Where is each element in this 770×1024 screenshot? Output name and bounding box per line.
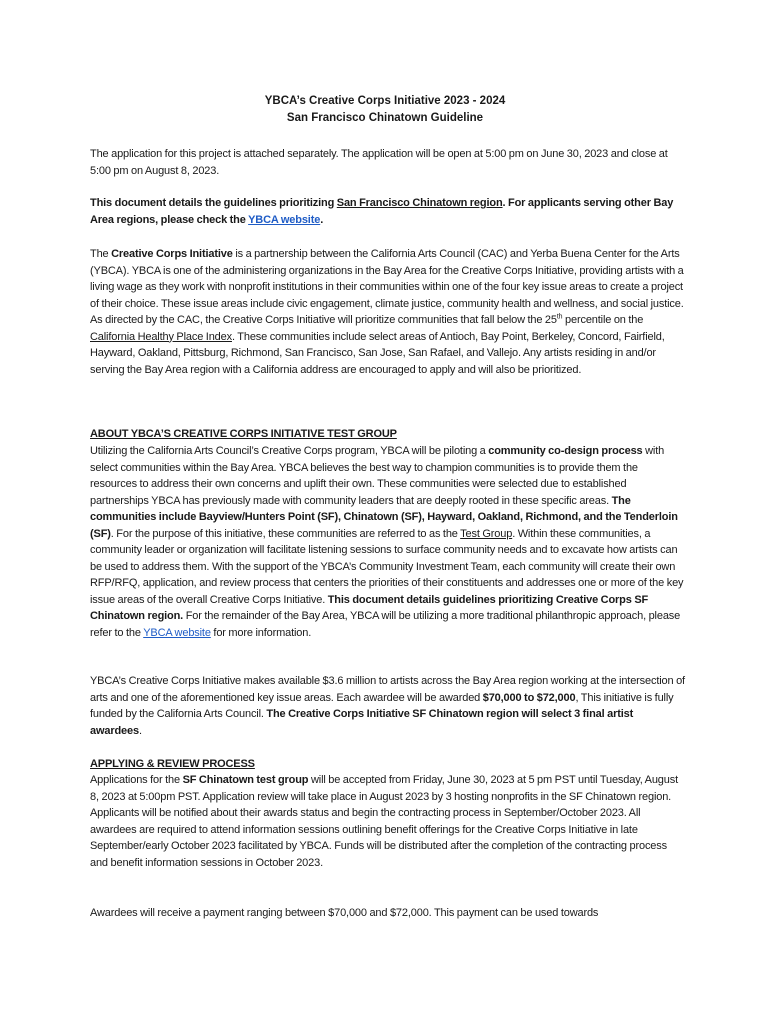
process-paragraph xyxy=(90,772,686,871)
overview-text: The xyxy=(90,248,112,260)
overview-text: is a partnership between the California Arts Council (CAC) and Yerba Buena Center for the Arts (YBCA). YBCA is one of the administering organizations in the Bay Area for the Creative Corps Initiative, providing artists with a living wage as they work with nonprofit institutions in their communities within one of the four key issue areas to create a project of their choice. These issue areas include civic engagement, climate justice, community health and wellness, and social justice. As directed by the CAC, the Creative Corps Initiative will prioritize communities that fall below the 25 xyxy=(90,248,684,326)
funding-paragraph xyxy=(90,673,686,739)
document-subtitle: San Francisco Chinatown Guideline xyxy=(286,112,484,124)
chinatown-region-link[interactable]: San Francisco Chinatown region xyxy=(336,197,503,209)
process-text: Applications for the xyxy=(90,774,183,786)
application-note: The application for this project is attached separately. The application will be open at 5:00 pm on June 30, 2023 and close at 5:00 pm on August 8, 2023. xyxy=(90,148,668,177)
overview-text: percentile on the xyxy=(562,314,644,326)
focus-text-b: . For applicants serving other Bay Area regions, please check the xyxy=(90,197,674,226)
process-heading: APPLYING & REVIEW PROCESS xyxy=(90,758,255,770)
test-group-text: Utilizing the California Arts Council’s Creative Corps program, YBCA will be piloting a xyxy=(90,445,489,457)
chinatown-guideline-note: This document details guidelines prioritizing Creative Corps SF Chinatown region. xyxy=(90,593,649,622)
test-group-text: . Within these communities, a community leader or organization will facilitate listening sessions to surface community needs and to excavate how artists can be used to address them. With the support of the YBCA’s Community Investment Team, each community will create their own RFP/RFQ, application, and review process that centers the priorities of their constituents and addresses one or more of the key issue areas of the overall Creative Corps Initiative. xyxy=(90,527,684,606)
payment-paragraph: Awardees will receive a payment ranging between $70,000 and $72,000. This payment can be used towards xyxy=(90,907,599,919)
funding-text: YBCA’s Creative Corps Initiative makes available $3.6 million to artists across the Bay Area region working at the intersection of arts and one of the aforementioned key issue areas. Each awardee will be awarded xyxy=(90,675,685,704)
healthy-place-index-link[interactable]: California Healthy Place Index xyxy=(90,330,232,343)
ybca-website-link[interactable]: YBCA website xyxy=(248,213,321,226)
focus-text-a: This document details the guidelines prioritizing xyxy=(90,197,337,209)
test-group-term: Test Group xyxy=(460,527,513,540)
focus-text-c: . xyxy=(320,213,324,226)
process-text: will be accepted from Friday, June 30, 2023 at 5 pm PST until Tuesday, August 8, 2023 at 5:00pm PST. Application review will take place in August 2023 by 3 hosting nonprofits in the SF Chinatown region. Applicants will be notified about their awards status and begin the contracting process in September/October 2023. All awardees are required to attend information sessions outlining benefit offerings for the Creative Corps Initiative in late September/early October 2023 facilitated by YBCA. Funds will be distributed after the completion of the contracting process and benefit information sessions in October 2023. xyxy=(90,774,678,869)
test-group-paragraph xyxy=(90,443,686,641)
awardee-count-note: The Creative Corps Initiative SF Chinatown region will select 3 final artist awardees xyxy=(90,708,634,737)
award-range: $70,000 to $72,000 xyxy=(482,691,576,704)
test-group-heading: ABOUT YBCA’S CREATIVE CORPS INITIATIVE TEST GROUP xyxy=(90,428,397,440)
co-design-process-label: community co-design process xyxy=(488,445,643,457)
sf-chinatown-test-group-label: SF Chinatown test group xyxy=(182,774,309,786)
test-group-text: for more information. xyxy=(210,626,312,639)
ordinal-suffix: th xyxy=(556,313,563,321)
creative-corps-initiative-label: Creative Corps Initiative xyxy=(111,248,233,260)
focus-paragraph xyxy=(90,195,686,228)
test-group-text: . For the purpose of this initiative, these communities are referred to as the xyxy=(110,527,461,540)
document-title: YBCA’s Creative Corps Initiative 2023 - 2024 xyxy=(264,95,506,107)
overview-text: . These communities include select areas of Antioch, Bay Point, Berkeley, Concord, Fairfield, Hayward, Oakland, Pittsburg, Richmond, San Francisco, San Jose, San Rafael, and Vallejo. Any artists residing in and/or serving the Bay Area region with a California address are encouraged to apply and will also be prioritized. xyxy=(90,330,665,376)
test-group-text: with select communities within the Bay Area. YBCA believes the best way to champion communities is to provide them the resources to address their own concerns and uplift their own. These communities were selected due to established partnerships YBCA has previously made with community leaders that are deeply rooted in these specific areas. xyxy=(90,445,665,507)
funding-text: . xyxy=(138,724,142,737)
overview-paragraph xyxy=(90,246,686,378)
funding-text: , This initiative is fully funded by the California Arts Council. xyxy=(90,691,674,720)
communities-list: The communities include Bayview/Hunters Point (SF), Chinatown (SF), Hayward, Oakland, Richmond, and the Tenderloin (SF) xyxy=(90,494,678,540)
test-group-text: For the remainder of the Bay Area, YBCA will be utilizing a more traditional philanthropic approach, please refer to the xyxy=(90,610,681,639)
ybca-website-link-2[interactable]: YBCA website xyxy=(143,626,211,639)
